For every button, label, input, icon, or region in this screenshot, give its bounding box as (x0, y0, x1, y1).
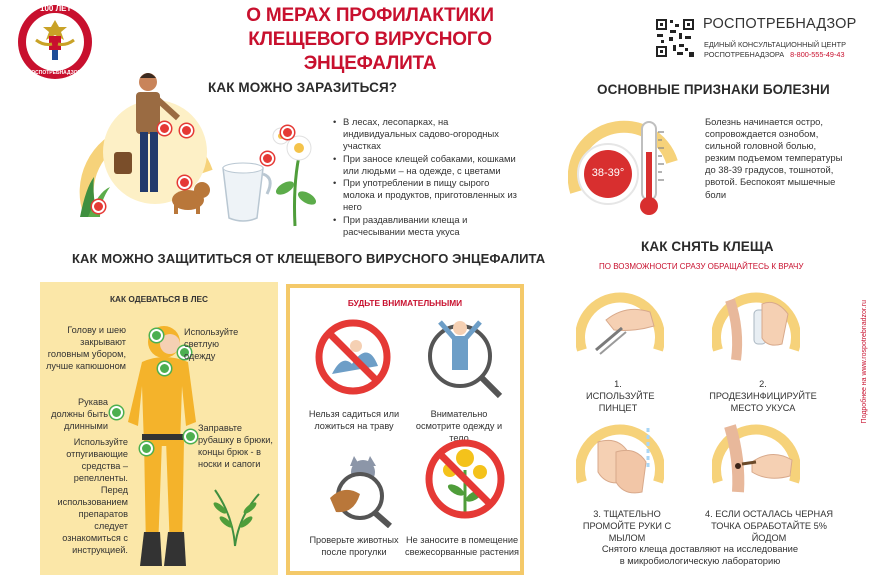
infection-list (333, 116, 523, 238)
no-sitting-icon (312, 316, 394, 398)
step-3-illustration (576, 412, 664, 500)
infection-item: • При заносе клещей собаками, кошками или людьми – на одежде, с цветами (333, 153, 523, 177)
qr-code-icon[interactable] (655, 18, 695, 58)
dress-sleeves: Рукава должны быть длинными (51, 397, 108, 431)
tick-marker-2 (178, 176, 191, 189)
dress-panel (40, 282, 278, 575)
tick-marker-1 (158, 122, 171, 135)
step-4-illustration (712, 412, 800, 500)
step-2-caption: 2. ПРОДЕЗИНФИЦИРУЙТЕ МЕСТО УКУСА (709, 379, 817, 413)
step-3-caption: 3. ТЩАТЕЛЬНО ПРОМОЙТЕ РУКИ С МЫЛОМ (582, 509, 672, 543)
title-line-1: О МЕРАХ ПРОФИЛАКТИКИ (246, 5, 494, 26)
step-4-caption: 4. ЕСЛИ ОСТАЛАСЬ ЧЕРНАЯ ТОЧКА ОБРАБОТАЙТЕ 5% ЙОДОМ (705, 509, 833, 543)
careful-caption-1: Нельзя садиться или ложиться на траву (308, 409, 400, 431)
remove-heading: КАК СНЯТЬ КЛЕЩА (641, 239, 774, 254)
dress-light: Используйте светлую одежду (184, 327, 239, 361)
careful-caption-4: Не заносите в помещение свежесорванные растения (404, 535, 520, 557)
step-1-caption: 1. ИСПОЛЬЗУЙТЕ ПИНЦЕТ (586, 379, 655, 413)
title-line-2: КЛЕЩЕВОГО ВИРУСНОГО ЭНЦЕФАЛИТА (248, 29, 492, 74)
center-line-1: ЕДИНЫЙ КОНСУЛЬТАЦИОННЫЙ ЦЕНТР (704, 40, 846, 49)
side-note[interactable]: Подробнее на www.rospotrebnadzor.ru (861, 300, 868, 424)
symptoms-heading: ОСНОВНЫЕ ПРИЗНАКИ БОЛЕЗНИ (597, 82, 830, 97)
infection-item: • В лесах, лесопарках, на индивидуальных садово-огородных участках (333, 116, 523, 153)
remove-footer: Снятого клеща доставляют на исследование в микробиологическую лабораторию (601, 543, 799, 566)
page-title (200, 4, 540, 76)
tick-marker-5 (281, 126, 294, 139)
org-name: РОСПОТРЕБНАДЗОР (703, 16, 857, 32)
step-1-illustration (576, 280, 664, 368)
hiker-illustration (70, 72, 220, 222)
dress-repellent: Используйте отпугивающие средства – репелленты. Перед использованием препаратов следует ознакомиться с инструкцией. (57, 437, 128, 555)
marker-head (150, 329, 163, 342)
emblem-bottom-text: РОСПОТРЕБНАДЗОР (28, 70, 81, 76)
center-line-2-text: РОСПОТРЕБНАДЗОРА (704, 50, 785, 59)
emblem-logo (14, 2, 96, 82)
tick-marker-3 (92, 200, 105, 213)
marker-tuck (184, 430, 197, 443)
dress-tuck: Заправьте рубашку в брюки, концы брюк - в носки и сапоги (198, 423, 273, 469)
phone-number[interactable]: 8-800-555-49-43 (790, 50, 845, 59)
inspect-clothes-icon (420, 310, 508, 402)
infection-heading: КАК МОЖНО ЗАРАЗИТЬСЯ? (208, 80, 398, 95)
step-2-illustration (712, 280, 800, 368)
careful-heading: БУДЬТЕ ВНИМАТЕЛЬНЫМИ (347, 298, 463, 308)
no-plants-icon (420, 434, 510, 524)
dress-head: Голову и шею закрывают головным убором, лучше капюшоном (46, 325, 126, 371)
temperature-value: 38-39° (591, 167, 625, 179)
fern-plant (200, 478, 270, 548)
tick-marker-4 (180, 124, 193, 137)
careful-panel (286, 284, 524, 575)
thermometer-illustration (568, 112, 688, 218)
dress-heading: КАК ОДЕВАТЬСЯ В ЛЕС (109, 294, 209, 304)
marker-ankle (158, 362, 171, 375)
infection-item: • При раздавливании клеща и расчесывании места укуса (333, 214, 523, 238)
protect-heading: КАК МОЖНО ЗАЩИТИТЬСЯ ОТ КЛЕЩЕВОГО ВИРУСНОГО ЭНЦЕФАЛИТА (72, 251, 546, 266)
marker-sleeves (110, 406, 123, 419)
careful-caption-3: Проверьте животных после прогулки (309, 535, 399, 557)
remove-subheading: ПО ВОЗМОЖНОСТИ СРАЗУ ОБРАЩАЙТЕСЬ К ВРАЧУ (599, 262, 804, 271)
infection-item: • При употреблении в пищу сырого молока и продуктов, приготовленных из него (333, 177, 523, 214)
symptoms-text: Болезнь начинается остро, сопровождается ознобом, сильной головной болью, резким подъемом температуры до 38-39 градусов, тошнотой, рвотой. Беспокоят мышечные боли (705, 116, 843, 200)
emblem-text: 100 ЛЕТ (40, 4, 72, 13)
careful-caption-2: Внимательно осмотрите одежду и тело (415, 409, 503, 443)
tick-marker-6 (261, 152, 274, 165)
center-line-2 (704, 50, 845, 59)
marker-repellent (140, 442, 153, 455)
milk-flower-illustration (215, 118, 325, 228)
check-animals-icon (310, 438, 400, 528)
